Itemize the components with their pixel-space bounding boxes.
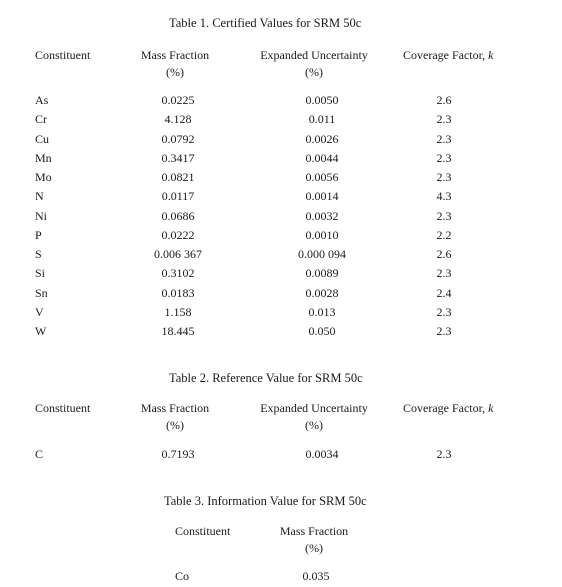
- table1-cell-constituent: Mo: [35, 170, 52, 184]
- table1-cell-coverage-factor: 2.3: [436, 170, 452, 184]
- table1-cell-coverage-factor: 2.6: [436, 247, 452, 261]
- table1-cell-uncertainty: 0.0056: [305, 170, 339, 184]
- table2-row-mass-fraction: 0.7193: [161, 447, 195, 461]
- table1-cell-mass-fraction: 0.0792: [161, 131, 195, 146]
- table1-cell-mass-fraction: 0.0117: [161, 189, 195, 204]
- table1-header-mass-fraction-unit: (%): [166, 65, 184, 79]
- table1-cell-mass-fraction: 0.0686: [161, 208, 195, 223]
- table1-cell-constituent: N: [35, 189, 44, 204]
- coverage-factor-k: k: [488, 48, 494, 62]
- table1-cell-constituent: S: [35, 247, 42, 261]
- table1-cell-mass-fraction: 0.0225: [161, 93, 195, 107]
- table1-cell-coverage-factor: 2.3: [436, 266, 452, 281]
- table1-cell-uncertainty: 0.0026: [305, 131, 339, 146]
- table2-row-coverage-factor: 2.3: [436, 447, 452, 461]
- table2-header-mass-fraction: Mass Fraction: [140, 401, 210, 415]
- table1-cell-uncertainty: 0.0014: [305, 189, 339, 204]
- table1-header-coverage-factor: [403, 48, 493, 62]
- table2-caption: Table 2. Reference Value for SRM 50c: [169, 371, 363, 385]
- table1-cell-coverage-factor: 2.6: [436, 93, 452, 107]
- table1-cell-uncertainty: 0.0089: [305, 266, 339, 281]
- table1-cell-constituent: V: [35, 304, 44, 319]
- table3-header-constituent: Constituent: [175, 524, 231, 538]
- table1-header-mass-fraction: Mass Fraction: [140, 48, 210, 62]
- table3-caption: Table 3. Information Value for SRM 50c: [164, 494, 367, 508]
- table1-cell-constituent: Ni: [35, 208, 47, 223]
- table1-cell-constituent: Mn: [35, 150, 52, 165]
- table1-cell-uncertainty: 0.013: [308, 304, 336, 319]
- coverage-factor-label: Coverage Factor,: [403, 401, 489, 415]
- table1-cell-mass-fraction: 0.0183: [161, 285, 195, 300]
- table1-cell-mass-fraction: 0.006 367: [154, 247, 202, 261]
- table1-cell-constituent: P: [35, 227, 42, 242]
- table1-cell-uncertainty: 0.0050: [305, 93, 339, 107]
- table3-row-mass-fraction: 0.035: [302, 569, 330, 583]
- table1-cell-constituent: As: [35, 93, 49, 107]
- table1-header-constituent: Constituent: [35, 48, 91, 62]
- table1-cell-mass-fraction: 0.3102: [161, 266, 195, 281]
- table1-cell-constituent: Sn: [35, 285, 48, 300]
- table1-cell-uncertainty: 0.0028: [305, 285, 339, 300]
- table2-header-mass-fraction-unit: (%): [166, 418, 184, 432]
- table1-header-expanded-uncertainty-unit: (%): [305, 65, 323, 79]
- table1-cell-uncertainty: 0.0010: [305, 227, 339, 242]
- table1-cell-constituent: W: [35, 324, 47, 338]
- table1-cell-coverage-factor: 2.3: [436, 208, 452, 223]
- table1-cell-mass-fraction: 1.158: [164, 304, 192, 319]
- table2-row-uncertainty: 0.0034: [305, 447, 339, 461]
- table2-header-coverage-factor: [403, 401, 493, 415]
- table1-cell-mass-fraction: 0.0821: [161, 170, 195, 184]
- table1-caption: Table 1. Certified Values for SRM 50c: [169, 16, 362, 30]
- table2-row-constituent: C: [35, 447, 44, 461]
- table1-cell-constituent: Si: [35, 266, 46, 281]
- table1-cell-uncertainty: 0.050: [308, 324, 336, 338]
- table1-cell-coverage-factor: 2.3: [436, 112, 452, 127]
- table1-cell-coverage-factor: 2.3: [436, 304, 452, 319]
- coverage-factor-label: Coverage Factor,: [403, 48, 489, 62]
- table1-cell-coverage-factor: 2.3: [436, 150, 452, 165]
- table1-cell-coverage-factor: 2.4: [436, 285, 452, 300]
- table1-cell-uncertainty: 0.0032: [305, 208, 339, 223]
- table3-header-mass-fraction-unit: (%): [305, 541, 323, 555]
- table1-cell-coverage-factor: 2.3: [436, 324, 452, 338]
- table1-cell-coverage-factor: 2.3: [436, 131, 452, 146]
- table3-header-mass-fraction: Mass Fraction: [279, 524, 349, 538]
- table1-cell-mass-fraction: 0.3417: [161, 150, 195, 165]
- table2-header-constituent: Constituent: [35, 401, 91, 415]
- table2-header-expanded-uncertainty-unit: (%): [305, 418, 323, 432]
- table1-cell-mass-fraction: 0.0222: [161, 227, 195, 242]
- table1-cell-coverage-factor: 4.3: [436, 189, 452, 204]
- table1-cell-mass-fraction: 4.128: [164, 112, 192, 127]
- table1-cell-uncertainty: 0.0044: [305, 150, 339, 165]
- table1-cell-mass-fraction: 18.445: [161, 324, 195, 338]
- table1-cell-uncertainty: 0.000 094: [298, 247, 346, 261]
- table1-cell-constituent: Cr: [35, 112, 47, 127]
- coverage-factor-k: k: [488, 401, 494, 415]
- table3-row-constituent: Co: [175, 569, 190, 583]
- table1-cell-uncertainty: 0.011: [308, 112, 336, 127]
- table1-cell-coverage-factor: 2.2: [436, 227, 452, 242]
- table1-cell-constituent: Cu: [35, 131, 50, 146]
- table2-header-expanded-uncertainty: Expanded Uncertainty: [260, 401, 368, 415]
- table1-header-expanded-uncertainty: Expanded Uncertainty: [260, 48, 368, 62]
